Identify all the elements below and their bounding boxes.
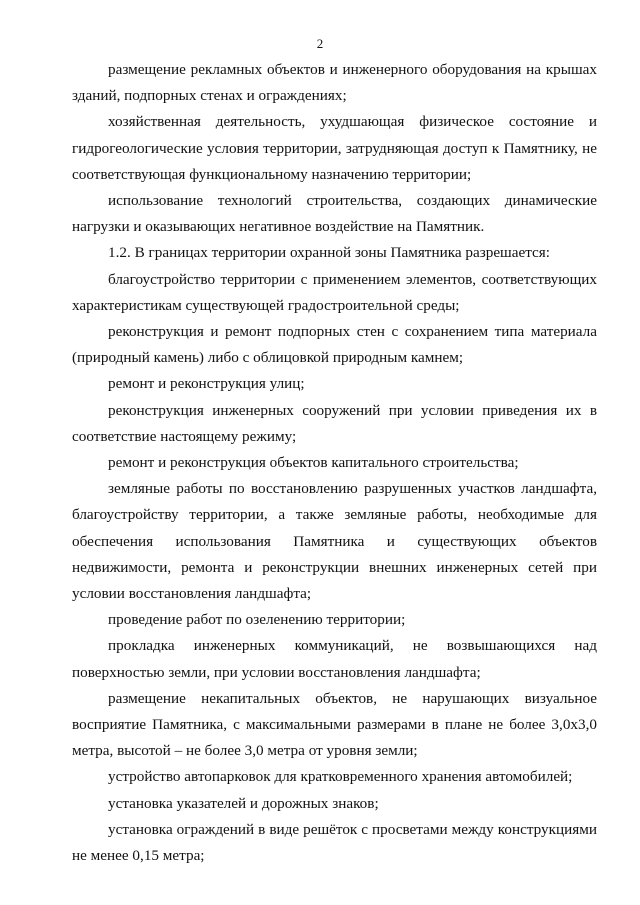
document-body: [72, 57, 597, 869]
paragraph: размещение рекламных объектов и инженерного оборудования на крышах зданий, подпорных стенах и ограждениях;: [72, 61, 597, 105]
paragraph: 1.2. В границах территории охранной зоны Памятника разрешается:: [108, 244, 551, 262]
paragraph: проведение работ по озеленению территории;: [108, 611, 406, 629]
paragraph: земляные работы по восстановлению разрушенных участков ландшафта, благоустройству территории, а также земляные работы, необходимые для обеспечения использования Памятника и существующих объектов недвижимости, ремонта и реконструкции внешних инженерных сетей при условии восстановления ландшафта;: [72, 480, 597, 603]
paragraph: установка ограждений в виде решёток с просветами между конструкциями не менее 0,15 метра;: [72, 820, 597, 865]
paragraph: устройство автопарковок для кратковременного хранения автомобилей;: [108, 768, 573, 786]
page-number: 2: [316, 36, 324, 51]
paragraph: благоустройство территории с применением элементов, соответствующих характеристикам существующей градостроительной среды;: [72, 270, 597, 314]
paragraph: размещение некапитальных объектов, не нарушающих визуальное восприятие Памятника, с максимальными размерами в плане не более 3,0х3,0 метра, высотой – не более 3,0 метра от уровня земли;: [72, 689, 597, 760]
paragraph: ремонт и реконструкция улиц;: [108, 375, 305, 393]
paragraph: прокладка инженерных коммуникаций, не возвышающихся над поверхностью земли, при условии восстановления ландшафта;: [72, 637, 597, 681]
paragraph: ремонт и реконструкция объектов капитального строительства;: [108, 454, 519, 472]
paragraph: использование технологий строительства, создающих динамические нагрузки и оказывающих негативное воздействие на Памятник.: [72, 192, 597, 236]
paragraph: реконструкция инженерных сооружений при условии приведения их в соответствие настоящему режиму;: [72, 401, 597, 445]
paragraph: реконструкция и ремонт подпорных стен с сохранением типа материала (природный камень) либо с облицовкой природным камнем;: [72, 323, 597, 367]
paragraph: хозяйственная деятельность, ухудшающая физическое состояние и гидрогеологические условия территории, затрудняющая доступ к Памятнику, не соответствующая функциональному назначению территории;: [72, 113, 597, 183]
paragraph: установка указателей и дорожных знаков;: [108, 794, 379, 812]
